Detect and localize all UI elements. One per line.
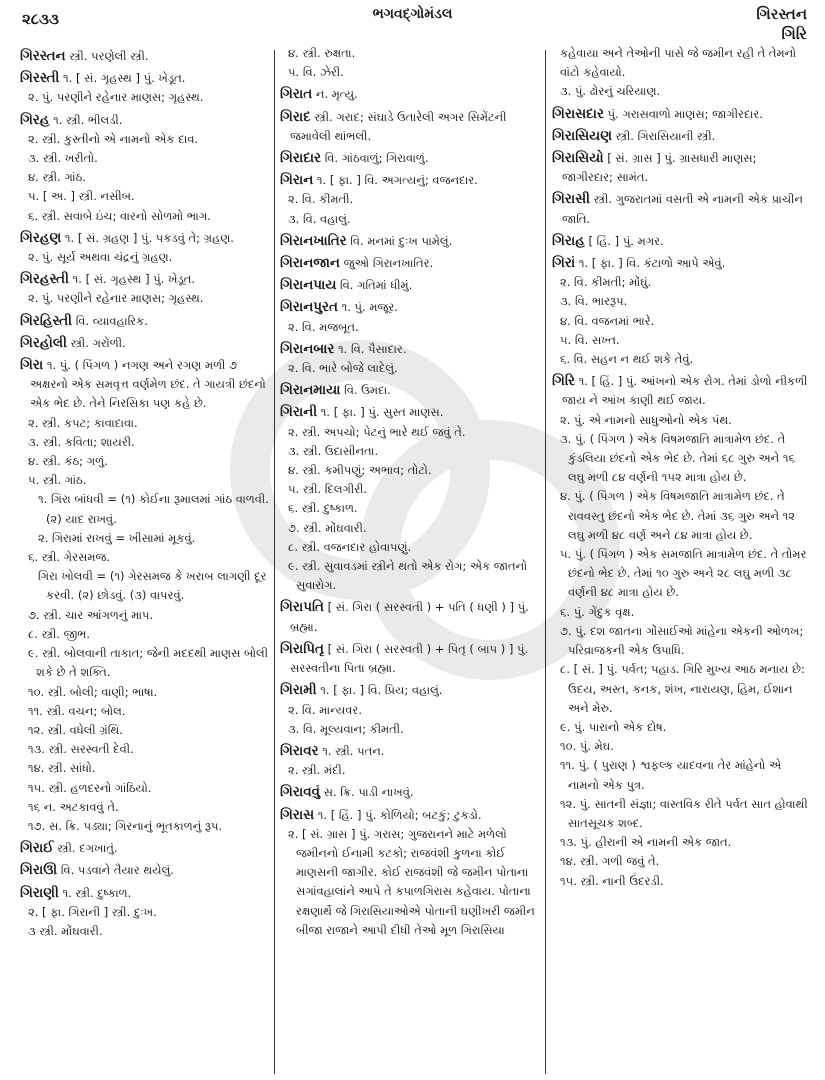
definition-text: ૯. સ્ત્રી. સુવાવડમાં સ્ત્રીને થતો એક રોગ; એક જાતનો સુવારોગ. [288, 559, 528, 593]
entry-sense [20, 625, 270, 644]
definition-text: ૨. વિ. માન્યવર. [288, 702, 363, 717]
definition-text: ૧. [ સં. ગ્રહણ ] પું. પકડવું તે; ગ્રહણ. [64, 230, 234, 245]
definition-text: ૩. વિ. મૂલ્યવાન; કીમતી. [288, 721, 404, 736]
dictionary-entry [20, 312, 270, 331]
headword: ગિરાવવું [280, 784, 321, 801]
entry-sense [20, 922, 270, 941]
definition-text: ૧. પું. મજૂર. [341, 300, 398, 315]
entry-sense [280, 318, 538, 337]
entry-sense [552, 660, 810, 718]
definition-text: ૨. સ્ત્રી. કુસ્તીનો એ નામનો એક દાવ. [28, 131, 199, 146]
entry-sense [20, 759, 270, 778]
definition-text: ૩. પું. ( પિંગળ ) એક વિષમજાતિ માત્રામેળ છંદ. તે કુંડલિયા છંદનો એક ભેદ છે. તેમાં ૬૮ ગુરુ અને ૧૬ લઘુ મળી ૮૪ વર્ણની ૧૫૨ માત્રા હોય છે. [560, 431, 795, 485]
definition-text: સ્ત્રી. ગુજરાતમાં વસતી એ નામની એક પ્રાચીન જાતિ. [562, 192, 803, 226]
headword: ગિરાઊ [20, 862, 58, 879]
headword: ગિરાસદાર [552, 105, 604, 122]
entry-sense [552, 292, 810, 311]
dictionary-entry [280, 149, 538, 168]
headword: ગિરાન [280, 172, 314, 189]
dictionary-entry [280, 806, 538, 825]
book-title: ભગવદ્ગોમંડલ [372, 6, 453, 22]
definition-text: કહેવાયા અને તેઓની પાસે જે જમીન રહી તે તેમનો વાંટો કહેવાયો. [560, 46, 797, 80]
entry-sense [20, 683, 270, 702]
definition-text: ૧. સ્ત્રી. દુષ્કાળ. [62, 885, 132, 900]
definition-text: ગિરા ખોલવી = (૧) ગેરસમજ કે ખરાબ લાગણી દૂર કરવી. (૨) છોડવું. (૩) વાપરવું. [38, 569, 267, 603]
definition-text: ૫. સ્ત્રી. દિલગીરી. [288, 482, 368, 497]
definition-text: વિ. ગતિમાં ધીમું. [340, 278, 413, 293]
definition-text: ૪. વિ. વજનમાં ભારે. [560, 313, 655, 328]
definition-text: ૧૫. સ્ત્રી. હળદરનો ગાંઠિયો. [28, 780, 152, 795]
dictionary-entry [20, 861, 270, 880]
definition-text: ૩. વિ. ભારરૂપ. [560, 294, 628, 309]
definition-text: સ્ત્રી. દગખાતું. [57, 841, 118, 856]
definition-text: ૪. સ્ત્રી. કમીપણું; અભાવ; તોટો. [288, 463, 432, 478]
definition-text: ૩ સ્ત્રી. મોંઘવારી. [28, 923, 103, 938]
entry-sense [280, 44, 538, 63]
dictionary-entry [280, 276, 538, 295]
entry-sense [552, 833, 810, 852]
headword: ગિરાનબાર [280, 340, 335, 357]
dictionary-entry [20, 47, 270, 66]
definition-text: ૧૪. સ્ત્રી. ગળી જવું તે. [560, 854, 660, 869]
entry-sense [20, 817, 270, 836]
definition-text: ૧. [ ફા. ] વિ. અગત્યનું; વજનદાર. [316, 173, 478, 188]
headword: ગિરાપિતૃ [280, 640, 324, 657]
dictionary-entry [280, 108, 538, 146]
dictionary-entry [552, 372, 810, 410]
dictionary-entry [552, 105, 810, 124]
entry-sense [20, 248, 270, 267]
entry-sense [280, 557, 538, 595]
column-divider [545, 50, 546, 1074]
dictionary-entry [20, 884, 270, 903]
definition-text: ૪. પું. ( પિંગળ ) એક વિષમજાતિ માત્રામેળ છંદ. તે રાવવસ્તુ છંદનો એક ભેદ છે. તેમાં ૩૬ ગુરુ અને ૧૨ લઘુ મળી ૪૮ વર્ણ અને ૮૪ માત્રા હોય છે. [560, 489, 796, 542]
headword: ગિરાત [280, 86, 313, 103]
definition-text: વિ. મનમાં દુઃખ પામેલું. [350, 233, 453, 248]
definition-text: ૨. વિ. ભારે બોજે લાદેલું. [288, 361, 398, 376]
definition-text: ૮. સ્ત્રી. વજનદાર હોવાપણું. [288, 539, 412, 554]
definition-text: ૨. વિ. કીમતી; મોંઘું. [560, 275, 652, 290]
definition-text: ૨. સ્ત્રી. અપચો; પેટનું ભારે થઈ જવું તે. [288, 424, 466, 439]
entry-sense [280, 442, 538, 461]
dictionary-entry [20, 69, 270, 88]
entry-sense [20, 740, 270, 759]
headword: ગિરાસિયો [552, 150, 604, 167]
dictionary-entry [20, 229, 270, 248]
definition-text: ૩. સ્ત્રી. ખરીતો. [28, 151, 98, 166]
definition-text: ૧૩. સ્ત્રી. સરસ્વતી દેવી. [28, 742, 134, 757]
dictionary-entry [280, 298, 538, 317]
definition-text: ૧. [ સં. ગૃહસ્થ ] પું. ખેડૂત. [72, 272, 196, 287]
definition-text: ૧. સ્ત્રી. પતન. [322, 743, 385, 758]
entry-sense [20, 452, 270, 471]
dictionary-entry [280, 232, 538, 251]
definition-text: ૧૧. પું. ( પુરાણ ) શ્વફલ્ક યાદવના તેર માંહેનો એ નામનો એક પુત્ર. [560, 758, 782, 792]
definition-text: ૮. સ્ત્રી. જીભ. [28, 626, 91, 641]
entry-sense [20, 88, 270, 107]
definition-text: ૧૩. પું. હીરાની એ નામની એક જાત. [560, 835, 732, 850]
headword: ગિરહણ [20, 229, 62, 246]
dictionary-entry [20, 356, 270, 414]
dictionary-entry [280, 403, 538, 422]
definition-text: ૧૬ ન. અટકાવવું તે. [28, 799, 119, 814]
entry-sense [280, 359, 538, 378]
headword: ગિરિ [552, 373, 575, 390]
headword: ગિરાઈ [20, 840, 54, 857]
definition-text: ૧. વિ. પૈસાદાર. [338, 341, 407, 356]
definition-text: ૯. પું. પારાનો એક દોષ. [560, 719, 667, 734]
entry-sense [552, 331, 810, 350]
headword: ગિરાનખાતિર [280, 232, 347, 249]
entry-sense [552, 82, 810, 101]
definition-text: ૧૦. પું. મેઘ. [560, 739, 614, 754]
definition-text: ૧. [ ફા. ] વિ. પ્રિય; વહાલું. [320, 683, 443, 698]
entry-sense [20, 548, 270, 567]
definition-text: ૭. સ્ત્રી. મોંઘવારી. [288, 520, 367, 535]
entry-sense [20, 567, 270, 605]
definition-text: ૨. પું. એ નામનો સાધુઓનો એક પંથ. [560, 412, 732, 427]
entry-sense [280, 190, 538, 209]
definition-text: ૧. [ ફા. ] વિ. કંટાળો આપે એવું. [578, 256, 726, 271]
definition-text: ૨. [ ફા. ગિરાની ] સ્ત્રી. દુઃખ. [28, 904, 157, 919]
definition-text: ૨. ગિરામાં રાખવું = ખીસામાં મૂકવું. [38, 530, 196, 545]
entry-sense [280, 423, 538, 442]
definition-text: ૩. સ્ત્રી. કવિતા; શાયરી. [28, 434, 135, 449]
definition-text: જુઓ ગિરાનખાતિર. [343, 256, 434, 271]
entry-sense [552, 737, 810, 756]
entry-sense [552, 622, 810, 660]
definition-text: ૨. વિ. કીમતી. [288, 192, 354, 207]
entry-sense [552, 312, 810, 331]
definition-text: ૧૧. સ્ત્રી. વચન; બોલ. [28, 703, 126, 718]
entry-sense [280, 761, 538, 780]
dictionary-entry [280, 640, 538, 678]
column-1 [20, 44, 270, 941]
definition-text: ૨. વિ. મજબૂત. [288, 319, 359, 334]
column-3 [552, 44, 810, 891]
definition-text: સ્ત્રી. ગરાદ; સંઘાડે ઉતારેલી અગર સિમેંટની જમાવેલી થાંભલી. [290, 109, 507, 143]
definition-text: ૨. સ્ત્રી. કપટ; કાવાદાવા. [28, 415, 138, 430]
headword: ગિરાનમાયા [280, 382, 341, 399]
definition-text: ૭. પું. દશ જાતના ગોંસાઈઓ માંહેના એકની ઓળખ; પરિવ્રાજકની એક ઉપાધિ. [560, 623, 804, 658]
headword: ગિરા [20, 357, 44, 374]
definition-text: ૬. સ્ત્રી. ગેરસમજ. [28, 550, 110, 565]
definition-text: ૧૨. સ્ત્રી. વધેલી ગ્રંથિ. [28, 722, 123, 737]
definition-text: ૧. [ હિં. ] પું. કોળિયો; બટકું; ટુકડો. [317, 807, 482, 822]
dictionary-entry [20, 270, 270, 289]
headword: ગિરસ્તી [20, 70, 60, 87]
definition-text: ૧૦. સ્ત્રી. બોલી; વાણી; ભાષા. [28, 684, 158, 699]
definition-text: ૧૨. પું. સાતની સંજ્ઞા; વાસ્તવિક રીતે પર્વત સાત હોવાથી સાતસૂચક શબ્દ. [560, 796, 808, 830]
headword: ગિરહોલી [20, 334, 67, 351]
entry-sense [280, 461, 538, 480]
dictionary-entry [280, 681, 538, 700]
definition-text: ૧. સ્ત્રી. ભીલડી. [53, 112, 123, 127]
entry-sense [280, 538, 538, 557]
dictionary-entry [280, 381, 538, 400]
dictionary-entry [20, 111, 270, 130]
entry-sense [552, 430, 810, 488]
definition-text: ૧. [ સં. ગૃહસ્થ ] પું. ખેડૂત. [63, 71, 186, 86]
definition-text: ૬. વિ. સહન ન થઈ શકે તેવું. [560, 352, 694, 367]
definition-text: સ. ક્રિ. પાડી નાખવું. [323, 785, 414, 800]
definition-text: ૨. પું. પરણીને રહેનાર માણસ; ગૃહસ્થ. [28, 90, 204, 105]
entry-sense [20, 433, 270, 452]
entry-sense [552, 795, 810, 833]
dictionary-entry [20, 839, 270, 858]
entry-sense [552, 411, 810, 430]
headword: ગિરાં [552, 255, 576, 272]
definition-text: ૫. સ્ત્રી. ગાંઠ. [28, 473, 87, 488]
definition-text: [ હિં. ] પું. મગર. [588, 233, 664, 248]
entry-sense [20, 471, 270, 490]
headword: ગિરહસ્તી [20, 271, 69, 288]
definition-text: ૪. સ્ત્રી. કંઠ; ગળું. [28, 454, 108, 469]
definition-text: ૫. વિ. ઝેરી. [288, 65, 344, 80]
headword: ગિરસ્તન [20, 48, 66, 64]
definition-text: ૫. વિ. સખ્ત. [560, 332, 620, 347]
definition-text: ૬. સ્ત્રી. સવાબે ઇંચ; વારનો સોળમો ભાગ. [28, 208, 211, 223]
entry-sense [20, 187, 270, 206]
definition-text: ૧. ગિરા બાંધવી = (૧) કોઈના રૂમાલમાં ગાંઠ વાળવી. (૨) યાદ રાખવું. [38, 492, 269, 526]
definition-text: ૨. સ્ત્રી. મંદી. [288, 763, 346, 778]
entry-sense [552, 273, 810, 292]
headword: ગિરાણી [20, 884, 59, 901]
entry-sense [552, 872, 810, 891]
headword: ગિરાસિયણ [552, 127, 613, 144]
headword: ગિરાહ [552, 232, 585, 249]
column-2 [280, 44, 538, 940]
definition-text: ૩. પું. ઢોરનું ચરિયાણ. [560, 84, 661, 99]
headword: ગિરહિસ્તી [20, 312, 73, 329]
definition-text: ૫. [ અ. ] સ્ત્રી. નસીબ. [28, 189, 135, 204]
column-divider [274, 50, 275, 1074]
definition-text: ૭. સ્ત્રી. ચાર આંગળનું માપ. [28, 607, 154, 622]
entry-sense [20, 798, 270, 817]
entry-sense [20, 168, 270, 187]
headword: ગિરાનપાય [280, 277, 337, 294]
entry-sense [552, 603, 810, 622]
definition-text: ૩. વિ. વહાલું. [288, 211, 351, 226]
definition-text: સ્ત્રી. ગરોળી. [70, 335, 126, 350]
dictionary-entry [280, 340, 538, 359]
entry-sense [20, 606, 270, 625]
definition-text: ૨. [ સં. ગ્રાસ ] પું. ગરાસ; ગુજરાનને માટે મળેલો જમીનનો ઈનામી કટકો; રાજવંશી કુળના કોઈ માણસની જાગીર. કોઈ રાજવંશી જે જમીન પોતાના સગાંવહાલાંને આપે તે કપાળગિરાસ કહેવાય. પોતાના રક્ષણાર્થે જે ગિરાસિયાઓએ પોતાની ઘણીખરી જમીન બીજા રાજાને આપી દીધી તેઓ મૂળ ગિરાસિયા [288, 826, 535, 937]
definition-text: ૮. [ સં. ] પું. પર્વત; પહાડ. ગિરિ મુખ્ય આઠ મનાય છે: ઉદય, અસ્ત, કનક, શંખ, નારાયણ, હિમ, ઈશાન અને મેરુ. [560, 662, 805, 715]
dictionary-entry [280, 85, 538, 104]
definition-text: ૧૫. સ્ત્રી. નાની ઉંદરડી. [560, 873, 664, 888]
definition-text: ૯. સ્ત્રી. બોલવાની તાકાત; જેની મદદથી માણસ બોલી શકે છે તે શક્તિ. [28, 646, 269, 680]
definition-text: વિ. વ્યાવહારિક. [75, 313, 148, 328]
dictionary-entry [280, 171, 538, 190]
definition-text: ૬. સ્ત્રી. દુષ્કાળ. [288, 501, 358, 516]
entry-sense [20, 130, 270, 149]
dictionary-entry [552, 190, 810, 228]
entry-sense [20, 702, 270, 721]
headword: ગિરાનજાન [280, 255, 340, 272]
definition-text: ૧. [ હિં. ] પું. આંખનો એક રોગ. તેમાં ડોળો નીકળી જાય ને આંખ કાણી થઈ જાય. [562, 374, 808, 408]
definition-text: ૬. પું. ગેંદુક વૃક્ષ. [560, 604, 635, 619]
guide-word-last: ગિરિ [781, 25, 807, 43]
definition-text: [ સં. ગિરા ( સરસ્વતી ) + પતિ ( ધણી ) ] પું. બ્રહ્મા. [290, 600, 529, 634]
definition-text: ન. મૃત્યુ. [315, 87, 358, 102]
guide-words [756, 4, 807, 44]
definition-text: વિ. પડવાને તૈયાર થયેલું. [60, 863, 174, 878]
entry-sense [20, 490, 270, 528]
definition-text: ૨. પું. સૂર્ય અથવા ચંદ્રનું ગ્રહણ. [28, 250, 173, 265]
definition-text: ૩. સ્ત્રી. ઉદાસીનતા. [288, 443, 379, 458]
headword: ગિરાની [280, 404, 318, 421]
headword: ગિરાસી [552, 191, 590, 208]
entry-sense [20, 149, 270, 168]
definition-text: વિ. ઉમદા. [344, 383, 391, 398]
dictionary-entry [280, 254, 538, 273]
page-number: ૨૮૩૩ [22, 10, 60, 28]
entry-sense [20, 779, 270, 798]
entry-sense [552, 718, 810, 737]
entry-sense [20, 903, 270, 922]
entry-sense [280, 720, 538, 739]
definition-text: પું. ગરાસવાળો માણસ; જાગીરદાર. [607, 106, 763, 121]
entry-sense [280, 63, 538, 82]
entry-sense [552, 756, 810, 794]
headword: ગિરાદાર [280, 150, 322, 167]
definition-text: સ્ત્રી. ગિરાસિયાની સ્ત્રી. [615, 128, 716, 143]
entry-sense [20, 207, 270, 226]
headword: ગિરાસ [280, 806, 315, 823]
dictionary-entry [280, 783, 538, 802]
definition-text: ૪. સ્ત્રી. ગાંઠ. [28, 170, 86, 185]
headword: ગિરાદ [280, 108, 311, 125]
entry-sense [280, 499, 538, 518]
headword: ગિરાપતિ [280, 599, 324, 616]
definition-text: [ સં. ગ્રાસ ] પું. ગ્રાસધારી માણસ; જાગીરદાર; સામંત. [562, 151, 757, 185]
entry-sense [20, 529, 270, 548]
dictionary-entry [280, 742, 538, 761]
definition-text: [ સં. ગિરા ( સરસ્વતી ) + પિતૃ ( બાપ ) ] પું. સરસ્વતીના પિતા બ્રહ્મા. [290, 641, 529, 676]
guide-word-first: ગિરસ્તન [756, 5, 807, 23]
entry-sense [20, 644, 270, 682]
headword: ગિરાવર [280, 742, 319, 759]
entry-sense [280, 210, 538, 229]
entry-sense [552, 350, 810, 369]
dictionary-entry [280, 598, 538, 636]
entry-sense [280, 701, 538, 720]
definition-text: ૨. પું. પરણીને રહેનાર માણસ; ગૃહસ્થ. [28, 291, 204, 306]
entry-sense [280, 519, 538, 538]
entry-sense [280, 480, 538, 499]
entry-sense [280, 825, 538, 940]
entry-continuation [552, 44, 810, 82]
definition-text: સ્ત્રી. પરણેલી સ્ત્રી. [69, 49, 149, 63]
entry-sense [20, 289, 270, 308]
entry-sense [552, 852, 810, 871]
headword: ગિરાનપુરત [280, 299, 338, 316]
definition-text: ૧૪. સ્ત્રી. સાંધો. [28, 761, 96, 776]
definition-text: ૧. [ ફા. ] પું. સુસ્ત માણસ. [320, 405, 444, 420]
entry-sense [552, 545, 810, 603]
dictionary-entry [552, 149, 810, 187]
definition-text: ૪. સ્ત્રી. રુક્ષતા. [288, 46, 356, 60]
definition-text: ૧૭. સ. ક્રિ. પડ્યા; ગિરનાનું ભૂતકાળનું રૂપ. [28, 818, 223, 833]
dictionary-entry [552, 254, 810, 273]
definition-text: ૫. પું. ( પિંગળ ) એક સમજાતિ માત્રામેળ છંદ. તે તોમર છંદનો ભેદ છે. તેમાં ૧૦ ગુરુ અને ૨૮ લઘુ મળી ૩૮ વર્ણની ૪૮ માત્રા હોય છે. [560, 547, 807, 600]
entry-sense [20, 721, 270, 740]
dictionary-entry [552, 127, 810, 146]
headword: ગિરહ [20, 111, 50, 128]
entry-sense [20, 414, 270, 433]
dictionary-entry [552, 232, 810, 251]
dictionary-entry [20, 334, 270, 353]
definition-text: વિ. ગાંઠવાળું; ગિરાવાળું. [324, 151, 429, 166]
entry-sense [552, 487, 810, 545]
definition-text: ૧. પું. ( પિંગળ ) નગણ અને રગણ મળી ૭ અક્ષરનો એક સમવૃત્ત વર્ણમેળ છંદ. તે ગાયત્રી છંદનો એક ભેદ છે. તેને નિરસિકા પણ કહે છે. [30, 358, 266, 411]
headword: ગિરામી [280, 682, 317, 699]
